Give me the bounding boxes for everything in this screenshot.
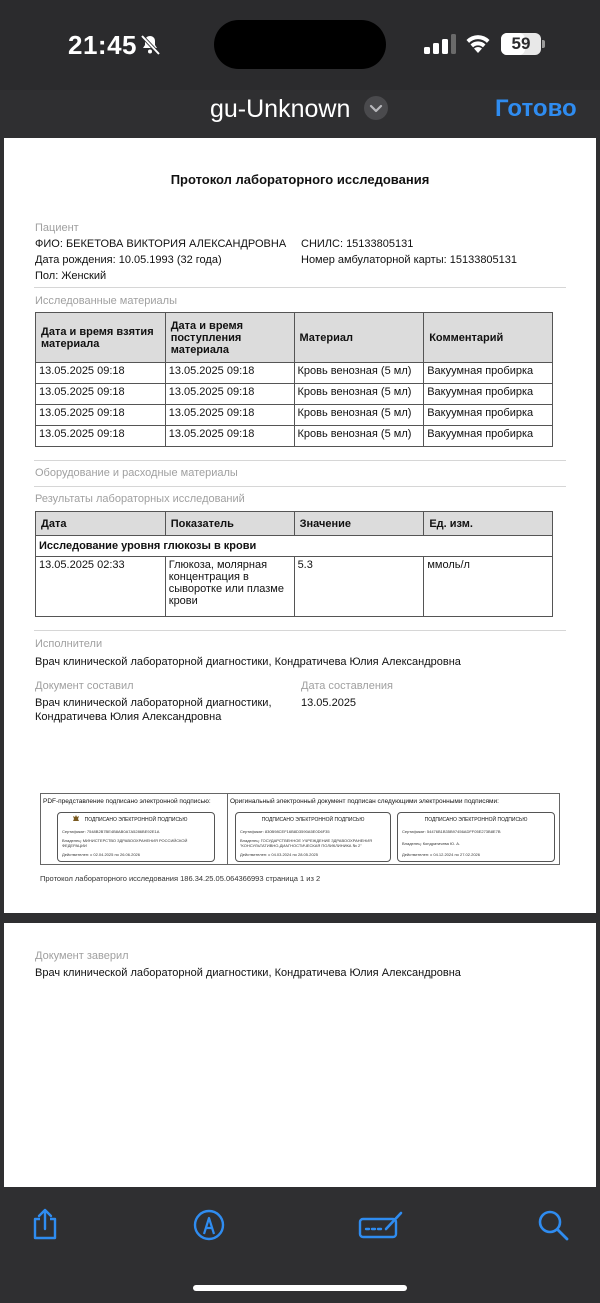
- composed-date-label: Дата составления: [301, 680, 393, 692]
- wifi-icon: [464, 32, 492, 54]
- patient-snils: СНИЛС: 15133805131: [301, 238, 414, 250]
- chevron-down-icon: [364, 96, 388, 120]
- page-footer: Протокол лабораторного исследования 186.34.25.05.064366993 страница 1 из 2: [40, 874, 321, 883]
- table-cell: 13.05.2025 09:18: [36, 384, 166, 405]
- original-signature-header: Оригинальный электронный документ подписан следующими электронными подписями:: [230, 798, 499, 805]
- patient-sex: Пол: Женский: [35, 270, 107, 282]
- status-time: 21:45: [68, 30, 137, 60]
- composer-line-1: Врач клинической лабораторной диагностики,: [35, 697, 272, 709]
- result-unit: ммоль/л: [424, 557, 553, 617]
- column-header: Дата и время поступления материала: [165, 313, 294, 363]
- patient-section-label: Пациент: [35, 222, 79, 234]
- signature-stamp: [57, 812, 215, 862]
- performer-name: Врач клинической лабораторной диагностики, Кондратичева Юлия Александровна: [35, 656, 461, 668]
- results-group-row: [36, 536, 553, 557]
- table-cell: 13.05.2025 09:18: [165, 426, 294, 447]
- composer-line-2: Кондратичева Юлия Александровна: [35, 711, 222, 723]
- materials-table: [35, 312, 553, 447]
- column-header: Дата: [36, 512, 166, 536]
- done-button[interactable]: Готово: [495, 95, 577, 122]
- divider: [34, 287, 566, 288]
- results-section-label: Результаты лабораторных исследований: [35, 493, 245, 505]
- result-value: 5.3: [294, 557, 424, 617]
- status-bar: [0, 0, 600, 90]
- battery-percent: 59: [511, 34, 531, 53]
- results-header-row: [36, 512, 553, 536]
- pdf-signature-header: PDF-представление подписано электронной подписью:: [43, 798, 211, 805]
- signature-box: [40, 793, 560, 865]
- results-table: [35, 511, 553, 617]
- table-cell: 13.05.2025 09:18: [165, 384, 294, 405]
- table-cell: Кровь венозная (5 мл): [294, 384, 424, 405]
- table-cell: Вакуумная пробирка: [424, 363, 553, 384]
- divider: [34, 486, 566, 487]
- stamp-validity: Действителен: с 04.12.2024 по 27.02.2026: [402, 852, 480, 857]
- composed-date: 13.05.2025: [301, 697, 357, 709]
- divider: [34, 460, 566, 461]
- materials-header-row: [36, 313, 553, 363]
- patient-birthdate: Дата рождения: 10.05.1993 (32 года): [35, 254, 222, 266]
- stamp-certificate: Сертификат: 54476B1B35B97456ADFF05E273B8E7B: [402, 829, 501, 834]
- share-icon[interactable]: [29, 1207, 61, 1241]
- stamp-certificate: Сертификат: 830B98CEF16B8D3590A5E0D6F35: [240, 829, 330, 834]
- markup-pen-icon[interactable]: [193, 1207, 225, 1241]
- dynamic-island: [214, 20, 386, 69]
- battery-indicator: [501, 33, 545, 55]
- stamp-owner: Владелец: ГОСУДАРСТВЕННОЕ УЧРЕЖДЕНИЕ ЗДРАВООХРАНЕНИЯ "КОНСУЛЬТАТИВНО-ДИАГНОСТИЧЕСКАЯ ПОЛИКЛИНИКА № 2": [240, 838, 372, 848]
- column-header: Ед. изм.: [424, 512, 553, 536]
- stamp-title: ПОДПИСАНО ЭЛЕКТРОННОЙ ПОДПИСЬЮ: [424, 817, 528, 823]
- table-cell: 13.05.2025 09:18: [165, 405, 294, 426]
- column-header: Значение: [294, 512, 424, 536]
- certifier-section-label: Документ заверил: [35, 950, 129, 962]
- table-row: [36, 426, 553, 447]
- document-title-button[interactable]: gu-Unknown: [210, 95, 351, 123]
- document-page-2[interactable]: [4, 923, 596, 1187]
- stamp-certificate: Сертификат: 7548B2B7BE4B8AB0A7A5286BE92E1A: [62, 829, 160, 834]
- column-header: Комментарий: [424, 313, 553, 363]
- table-cell: Вакуумная пробирка: [424, 405, 553, 426]
- table-row: [36, 363, 553, 384]
- stamp-title: ПОДПИСАНО ЭЛЕКТРОННОЙ ПОДПИСЬЮ: [261, 817, 365, 823]
- table-cell: 13.05.2025 09:18: [165, 363, 294, 384]
- table-row: [36, 557, 553, 617]
- battery-tip: [542, 40, 545, 48]
- protocol-title: Протокол лабораторного исследования: [170, 172, 430, 187]
- result-date: 13.05.2025 02:33: [36, 557, 166, 617]
- home-indicator[interactable]: [193, 1285, 407, 1291]
- table-cell: 13.05.2025 09:18: [36, 363, 166, 384]
- title-menu-button[interactable]: [364, 96, 388, 120]
- stamp-owner: Владелец: Кондратичева Ю. А.: [402, 841, 461, 846]
- result-indicator: Глюкоза, молярная концентрация в сыворотке или плазме крови: [165, 557, 294, 617]
- group-title: Исследование уровня глюкозы в крови: [36, 536, 553, 557]
- table-cell: Кровь венозная (5 мл): [294, 363, 424, 384]
- document-page-1[interactable]: [4, 138, 596, 913]
- cellular-signal-icon: [424, 34, 456, 54]
- stamp-owner: Владелец: МИНИСТЕРСТВО ЗДРАВООХРАНЕНИЯ РОССИЙСКОЙ ФЕДЕРАЦИИ: [62, 838, 188, 848]
- table-cell: 13.05.2025 09:18: [36, 405, 166, 426]
- signature-stamp: [235, 812, 391, 862]
- patient-fio: ФИО: БЕКЕТОВА ВИКТОРИЯ АЛЕКСАНДРОВНА: [35, 238, 287, 250]
- stamp-validity: Действителен: с 04.03.2024 по 28.05.2025: [240, 852, 318, 857]
- table-cell: Вакуумная пробирка: [424, 426, 553, 447]
- navigation-bar: [0, 90, 600, 138]
- column-header: Материал: [294, 313, 424, 363]
- certifier-name: Врач клинической лабораторной диагностики, Кондратичева Юлия Александровна: [35, 967, 461, 979]
- signature-icon[interactable]: [358, 1207, 404, 1241]
- divider: [227, 794, 228, 864]
- stamp-validity: Действителен: с 02.04.2025 по 26.06.2026: [62, 852, 140, 857]
- table-cell: Вакуумная пробирка: [424, 384, 553, 405]
- signature-stamp: [397, 812, 555, 862]
- table-cell: 13.05.2025 09:18: [36, 426, 166, 447]
- table-cell: Кровь венозная (5 мл): [294, 405, 424, 426]
- table-cell: Кровь венозная (5 мл): [294, 426, 424, 447]
- stamp-title: ПОДПИСАНО ЭЛЕКТРОННОЙ ПОДПИСЬЮ: [84, 817, 188, 823]
- performers-section-label: Исполнители: [35, 638, 103, 650]
- bell-slash-icon: [138, 33, 162, 57]
- composer-section-label: Документ составил: [35, 680, 134, 692]
- materials-section-label: Исследованные материалы: [35, 295, 177, 307]
- equipment-section-label: Оборудование и расходные материалы: [35, 467, 238, 479]
- table-row: [36, 384, 553, 405]
- divider: [34, 630, 566, 631]
- column-header: Показатель: [165, 512, 294, 536]
- table-row: [36, 405, 553, 426]
- search-icon[interactable]: [537, 1207, 569, 1241]
- column-header: Дата и время взятия материала: [36, 313, 166, 363]
- patient-card-number: Номер амбулаторной карты: 15133805131: [301, 254, 518, 266]
